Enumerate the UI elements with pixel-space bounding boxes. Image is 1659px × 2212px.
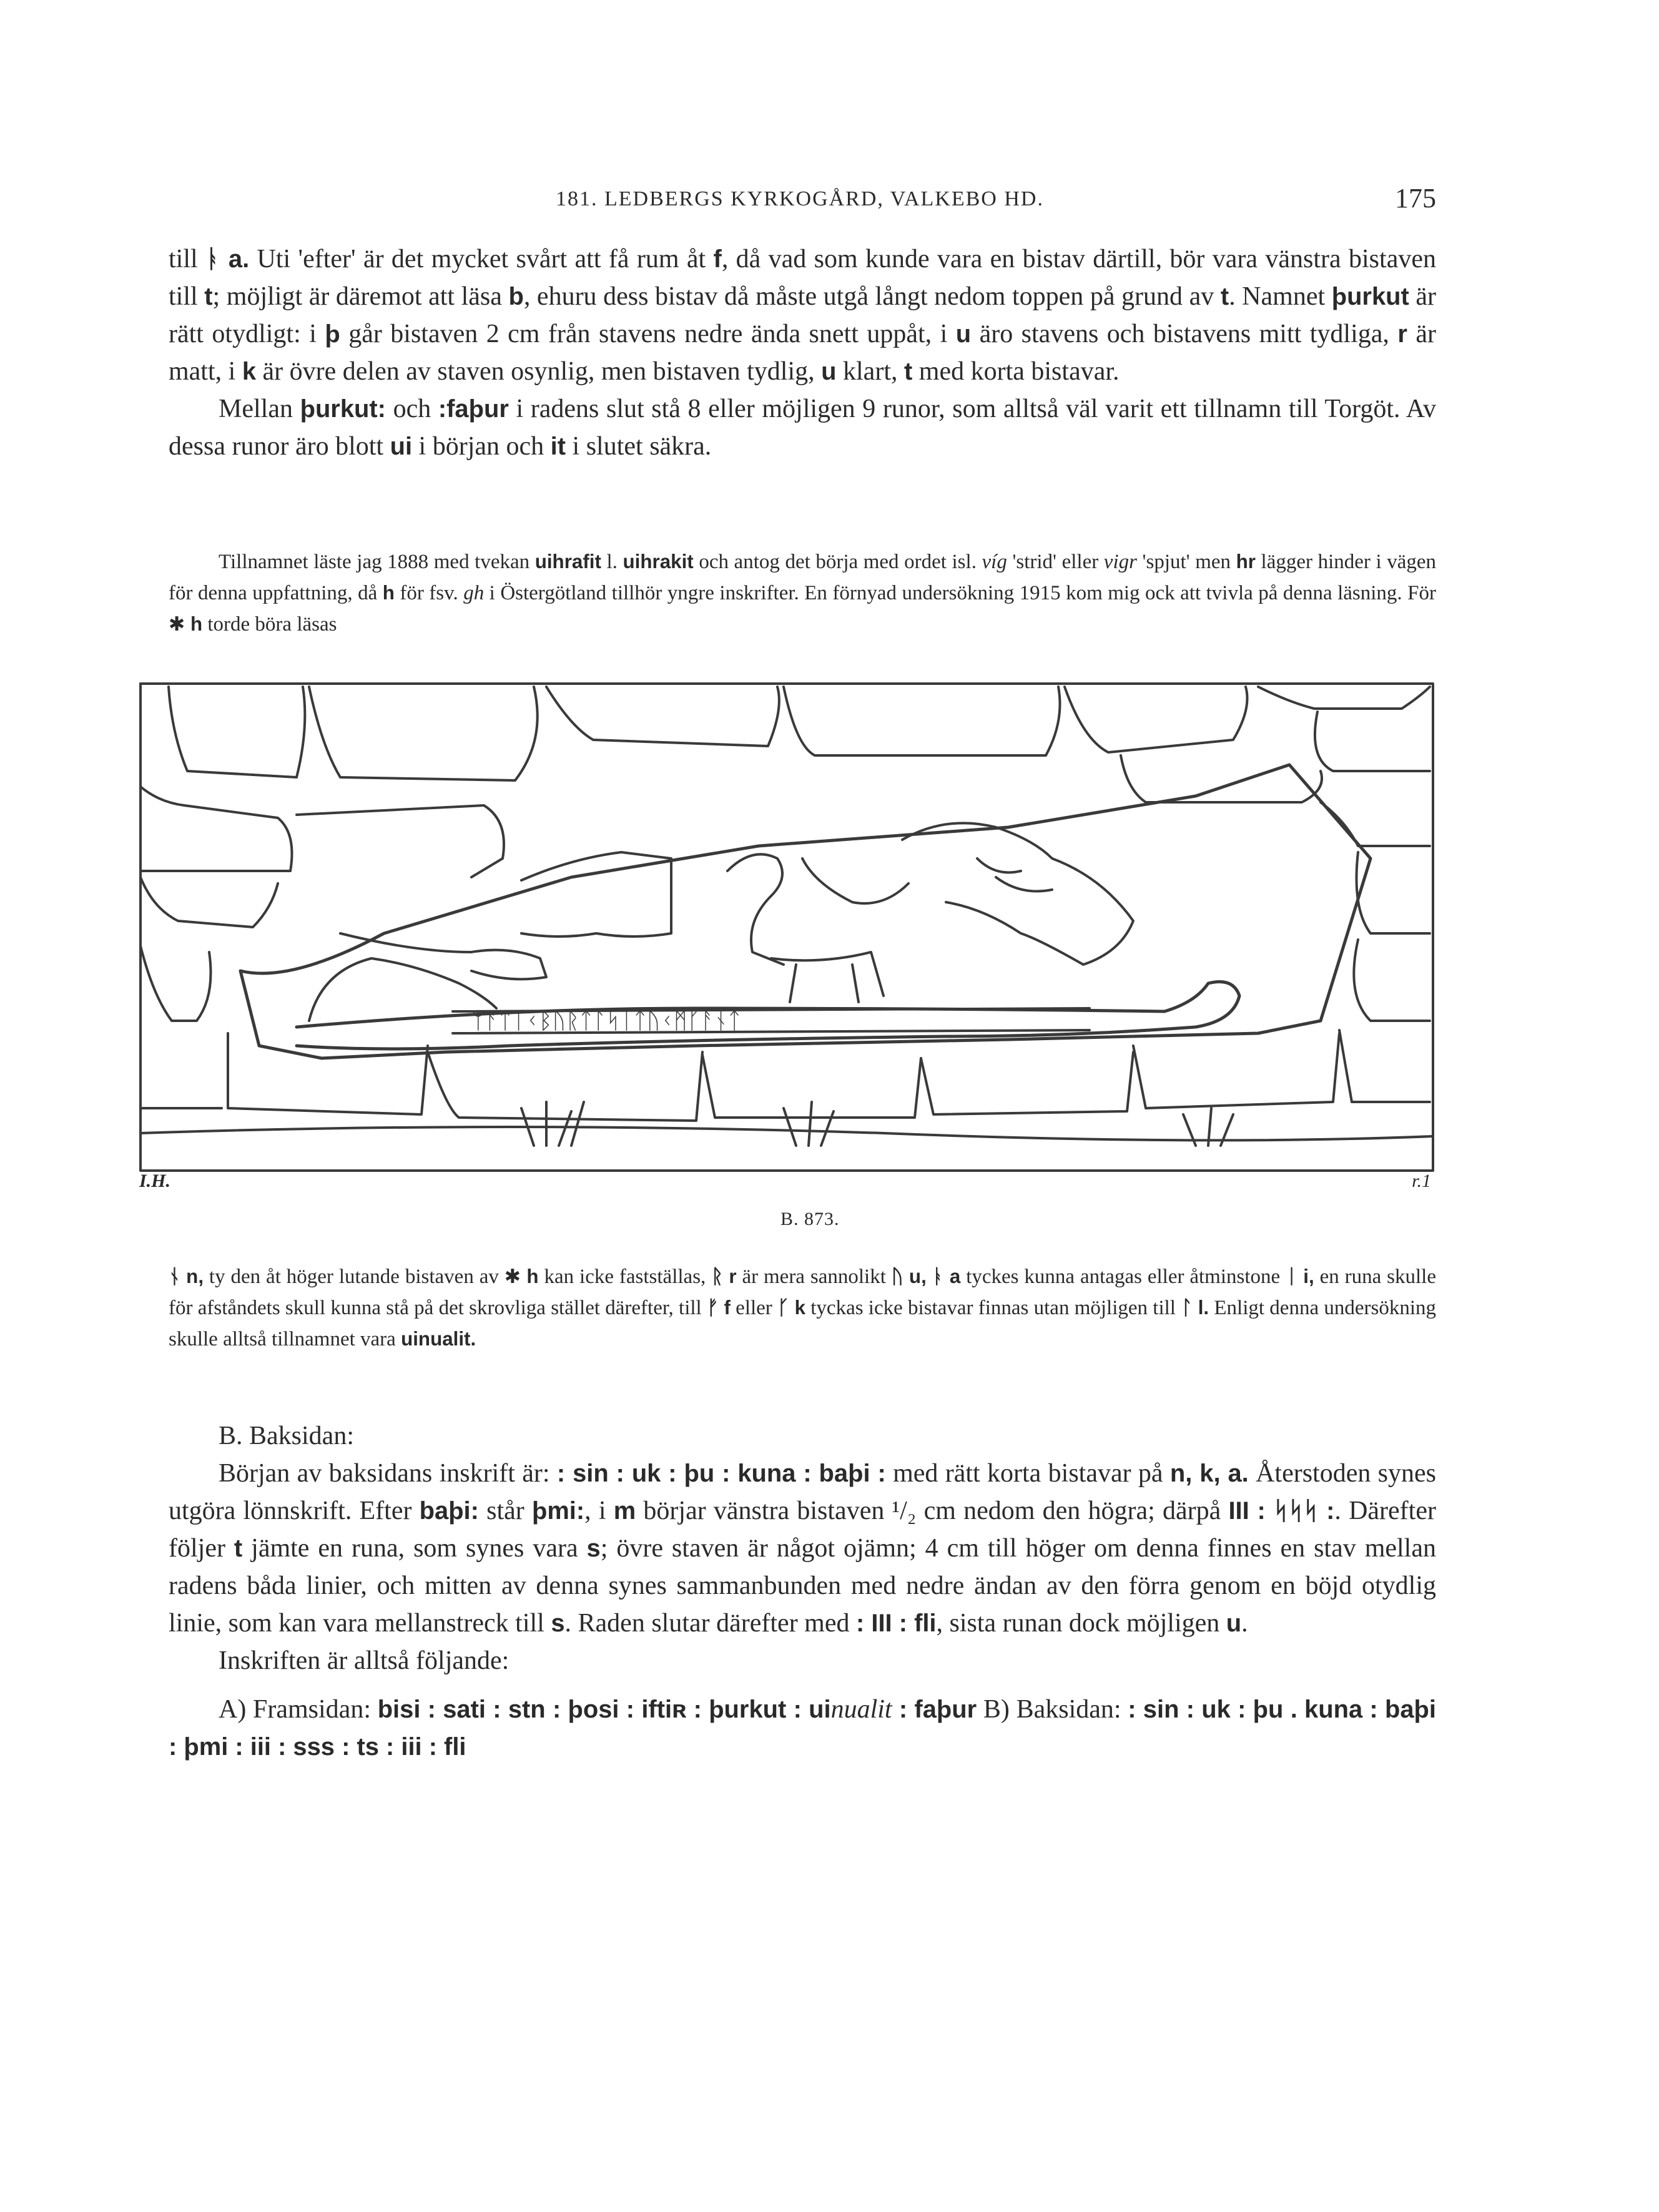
section-heading-baksidan: B. Baksidan: xyxy=(219,1422,354,1450)
signature-left: I.H. xyxy=(139,1171,171,1191)
runestone-illustration xyxy=(134,671,1436,1189)
rune-band-text: ᛘᚨᛏᛁᚲᛒᚢᚱᛏᛚᛋᛁᛏᚢᚲᛗᚴᚨᚾᛏ xyxy=(471,1008,742,1034)
paragraph-4: Inskriften är alltså följande: xyxy=(219,1646,510,1675)
page-number: 175 xyxy=(1395,183,1436,214)
paragraph-3: B. Baksidan: Början av baksidans inskrift är: : sin : uk : þu : kuna : baþi : med rätt korta bistavar på n, k, a. Återstoden synes utgöra lönnskrift. Efter baþi: står þmi:, i m börjar vänstra bistaven ¹/₂ cm nedom den högra; därpå III : ᛋᛋᛋ :. Därefter följer t jämte en runa, som synes vara s; övre staven är något ojämn; 4 cm till höger om denna finnes en stav mellan radens båda linier, och mitten av denna synes sammanbunden med nedre ändan av den förra genom en böjd otydlig linie, som kan vara mellanstreck till s. Raden slutar därefter med : III : fli, sista runan dock möjligen u. Inskriften är alltså följande: A) Framsidan: bisi : sati : stn : þosi : iftiʀ : þurkut : uinualit : faþur B) Baksidan: : sin : uk : þu . kuna : baþi : þmi : iii : sss : ts : iii : fli xyxy=(169,1417,1436,1766)
paragraph-1: till ᚭ a. Uti 'efter' är det mycket svårt att få rum åt f, då vad som kunde vara en bistav därtill, bör vara vänstra bistaven till t; möjligt är däremot att läsa b, ehuru dess bistav då måste utgå långt nedom toppen på grund av t. Namnet þurkut är rätt otydligt: i þ går bistaven 2 cm från stavens nedre ända snett uppåt, i u äro stavens och bistavens mitt tydliga, r är matt, i k är övre delen av staven osynlig, men bistaven tydlig, u klart, t med korta bistavar. Mellan þurkut: och :faþur i radens slut stå 8 eller möjligen 9 runor, som alltså väl varit ett tillnamn till Torgöt. Av dessa runor äro blott ui i början och it i slutet säkra. xyxy=(169,240,1436,465)
signature-right: r.1 xyxy=(1412,1171,1431,1191)
footnote-2: ᚾ n, ty den åt höger lutande bistaven av ✱ h kan icke fastställas, ᚱ r är mera sannolikt ᚢ u, ᚭ a tyckes kunna antagas eller åtminstone ᛁ i, en runa skulle för afståndets skull kunna stå på det skrovliga stället därefter, till ᚠ f eller ᚴ k tyckas icke bistavar finnas utan möjligen till ᛚ l. Enligt denna undersökning skulle alltså tillnamnet vara uinualit. xyxy=(169,1266,1437,1350)
running-title: 181. LEDBERGS KYRKOGÅRD, VALKEBO HD. xyxy=(556,187,1044,210)
transcription: A) Framsidan: bisi : sati : stn : þosi : iftiʀ : þurkut : uinualit : faþur B) Baksidan: : sin : uk : þu . kuna : baþi : þmi : iii : sss : ts : iii : fli xyxy=(169,1695,1436,1761)
footnote-1: Tillnamnet läste jag 1888 med tvekan uihrafit l. uihrakit och antog det börja med ordet isl. víg 'strid' eller vigr 'spjut' men hr lägger hinder i vägen för denna uppfattning, då h för fsv. gh i Östergötland tillhör yngre inskrifter. En förnyad undersökning 1915 kom mig ock att tvivla på denna läsning. För ✱ h torde böra läsas xyxy=(169,551,1437,636)
running-header xyxy=(169,182,1436,220)
runestone-drawing xyxy=(134,671,1436,1189)
figure-caption: B. 873. xyxy=(780,1209,840,1229)
paragraph-2: Mellan þurkut: och :faþur i radens slut stå 8 eller möjligen 9 runor, som alltså väl varit ett tillnamn till Torgöt. Av dessa runor äro blott ui i början och it i slutet säkra. xyxy=(169,395,1436,461)
